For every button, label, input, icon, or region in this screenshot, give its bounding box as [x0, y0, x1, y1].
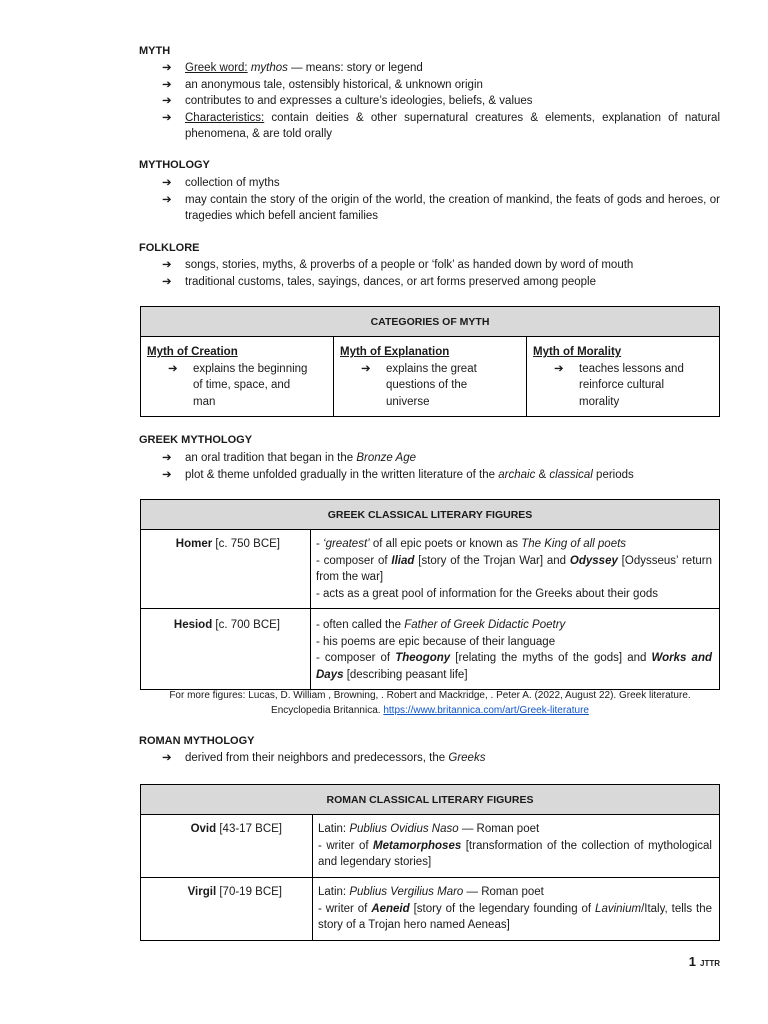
figure-name-cell: Homer [c. 750 BCE]: [141, 530, 311, 609]
figure-desc-cell: - often called the Father of Greek Didactic Poetry - his poems are epic because of their language - composer of Theogony [relating the myths of the gods] and Works and Days [describing peasant life]: [311, 609, 720, 690]
list-item: ➔ Greek word: mythos — means: story or legend: [162, 60, 720, 77]
page-number: 1: [688, 954, 696, 969]
arrow-icon: ➔: [162, 193, 172, 206]
page-footer: [689, 954, 720, 969]
table-row: [141, 815, 720, 878]
list-item: ➔ an oral tradition that began in the Bronze Age: [162, 450, 720, 467]
figure-name-cell: Hesiod [c. 700 BCE]: [141, 609, 311, 690]
section-title-roman-mythology: ROMAN MYTHOLOGY: [139, 735, 255, 747]
arrow-icon: ➔: [162, 95, 172, 107]
arrow-icon: ➔: [162, 111, 172, 124]
section-title-mythology: MYTHOLOGY: [139, 159, 210, 171]
arrow-icon: ➔: [162, 452, 172, 464]
section-title-greek-mythology: GREEK MYTHOLOGY: [139, 434, 253, 446]
arrow-icon: ➔: [361, 362, 371, 375]
arrow-icon: ➔: [162, 752, 172, 764]
section-title-myth: MYTH: [139, 45, 171, 57]
section-title-folklore: FOLKLORE: [139, 242, 200, 254]
category-title: Myth of Explanation: [340, 346, 450, 358]
category-cell: Myth of Explanation ➔ explains the great questions of the universe: [334, 337, 527, 417]
roman-figures-table: [140, 784, 720, 941]
figure-name-cell: Virgil [70-19 BCE]: [141, 878, 313, 941]
list-item: ➔ traditional customs, tales, sayings, dances, or art forms preserved among people: [162, 274, 720, 291]
category-title: Myth of Morality: [533, 346, 622, 358]
figure-desc-cell: Latin: Publius Ovidius Naso — Roman poet - writer of Metamorphoses [transformation of the collection of mythological and legendary stories]: [313, 815, 720, 878]
list-item: ➔ may contain the story of the origin of the world, the creation of mankind, the feats of gods and heroes, or tragedies which befell ancient families: [162, 193, 720, 222]
list-item: ➔ contributes to and expresses a culture’s ideologies, beliefs, & values: [162, 93, 720, 110]
greek-figures-table: [140, 499, 720, 690]
list-item: ➔ an anonymous tale, ostensibly historical, & unknown origin: [162, 77, 720, 94]
list-item: ➔ songs, stories, myths, & proverbs of a people or ‘folk’ as handed down by word of mouth: [162, 257, 720, 274]
citation: For more figures: Lucas, D. William , Browning, . Robert and Mackridge, . Peter A. (2022, August 22). Greek literature. Encyclopedia Britannica. https://www.britannica.com/art/Greek-literature: [169, 690, 691, 716]
arrow-icon: ➔: [554, 362, 564, 375]
list-item: ➔ plot & theme unfolded gradually in the written literature of the archaic & classical periods: [162, 467, 720, 484]
list-item: ➔ derived from their neighbors and predecessors, the Greeks: [162, 750, 720, 767]
greek-table-header: GREEK CLASSICAL LITERARY FIGURES: [141, 500, 720, 530]
categories-table-header: CATEGORIES OF MYTH: [141, 307, 720, 337]
arrow-icon: ➔: [162, 177, 172, 189]
arrow-icon: ➔: [168, 362, 178, 375]
list-item: ➔ collection of myths: [162, 175, 720, 192]
category-cell: Myth of Morality ➔ teaches lessons and reinforce cultural morality: [527, 337, 720, 417]
arrow-icon: ➔: [162, 78, 172, 91]
table-row: [141, 530, 720, 609]
myth-list: [162, 60, 720, 143]
category-title: Myth of Creation: [147, 346, 238, 358]
arrow-icon: ➔: [162, 275, 172, 288]
list-item: ➔ Characteristics: contain deities & other supernatural creatures & elements, explanation of natural phenomena, & are told orally: [162, 111, 720, 140]
category-cell: Myth of Creation ➔ explains the beginning of time, space, and man: [141, 337, 334, 417]
footer-tag: JTTR: [700, 959, 720, 968]
roman-table-header: ROMAN CLASSICAL LITERARY FIGURES: [141, 785, 720, 815]
arrow-icon: ➔: [162, 468, 172, 481]
greek-list: [162, 450, 720, 483]
arrow-icon: ➔: [162, 62, 172, 74]
arrow-icon: ➔: [162, 259, 172, 271]
table-row: [141, 609, 720, 690]
folklore-list: [162, 257, 720, 290]
figure-name-cell: Ovid [43-17 BCE]: [141, 815, 313, 878]
categories-table: [140, 306, 720, 417]
table-row: [141, 878, 720, 941]
roman-list: [162, 750, 720, 767]
mythology-list: [162, 175, 720, 225]
figure-desc-cell: - ‘greatest’ of all epic poets or known as The King of all poets - composer of Iliad [story of the Trojan War] and Odyssey [Odysseus’ return from the war] - acts as a great pool of information for the Greeks about their gods: [311, 530, 720, 609]
britannica-link[interactable]: https://www.britannica.com/art/Greek-literature: [383, 705, 589, 716]
figure-desc-cell: Latin: Publius Vergilius Maro — Roman poet - writer of Aeneid [story of the legendary founding of Lavinium/Italy, tells the story of a Trojan hero named Aeneas]: [313, 878, 720, 941]
